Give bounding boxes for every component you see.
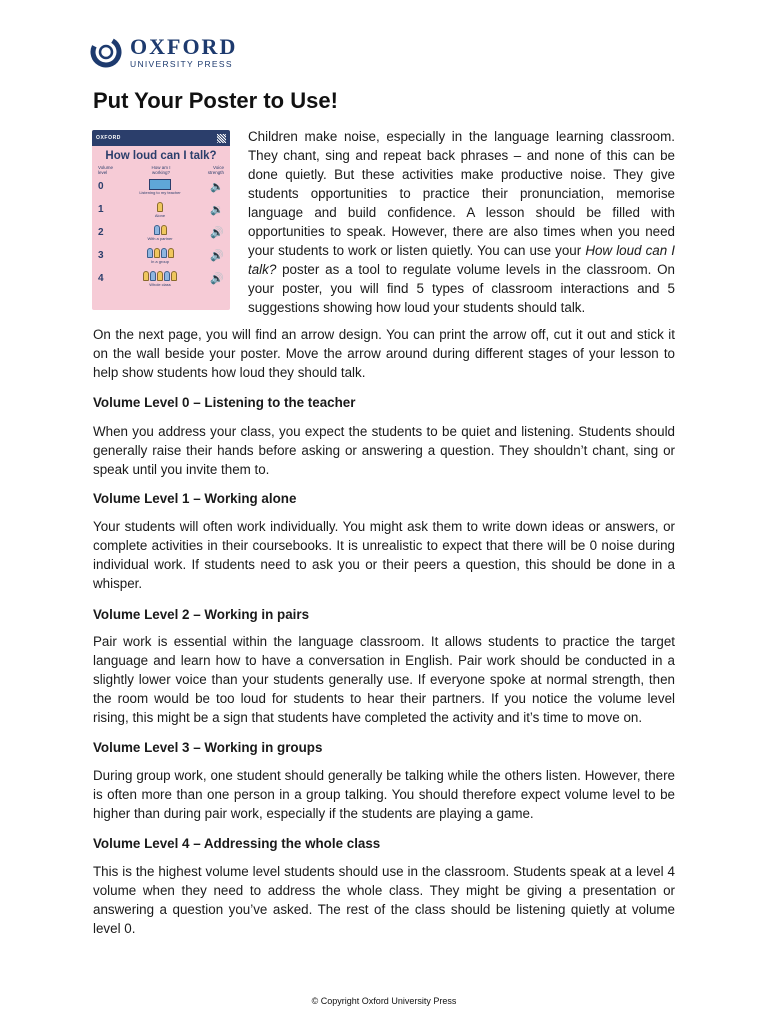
section-heading-level-3: Volume Level 3 – Working in groups xyxy=(93,740,323,755)
poster-level-number: 3 xyxy=(98,250,104,261)
student-figure-icon xyxy=(147,248,153,258)
poster-caption: In a group xyxy=(150,259,169,264)
poster-level-number: 1 xyxy=(98,204,104,215)
intro-paragraph xyxy=(248,127,675,317)
poster-row xyxy=(92,221,230,244)
page-title: Put Your Poster to Use! xyxy=(93,88,338,113)
poster-header-bar xyxy=(92,130,230,146)
poster-caption: Listening to my teacher xyxy=(139,190,181,195)
section-body-level-1: Your students will often work individually. You might ask them to write down ideas or answers, or complete activities in their coursebooks. It is unrealistic to expect that there will be 0 noise during individual work. If students need to ask you or their peers a question, this should be done in a whisper. xyxy=(93,519,675,591)
section-body-level-4: This is the highest volume level students should use in the classroom. Students speak at a level 4 volume when they need to address the whole class. They might be giving a presentation or answering a question you’ve asked. The rest of the class should be listening quietly at volume level 0. xyxy=(93,864,675,936)
poster-image xyxy=(92,130,230,310)
student-figure-icon xyxy=(143,271,149,281)
poster-caption: Alone xyxy=(154,213,166,218)
section-body-level-3: During group work, one student should generally be talking while the others listen. However, there is often more than one person in a group talking. You should therefore expect volume level to be higher than during pair work, especially if the students are playing a game. xyxy=(93,768,675,821)
speaker-medium-icon: 🔊 xyxy=(210,227,224,239)
intro-text-end: poster as a tool to regulate volume levels in the classroom. On your poster, you will find 5 types of classroom interactions and 5 suggestions showing how loud your students should talk. xyxy=(248,262,675,315)
qr-code-icon xyxy=(217,134,226,143)
poster-header-level: Volume level xyxy=(98,165,114,175)
student-figure-icon xyxy=(161,248,167,258)
poster-level-number: 4 xyxy=(98,273,104,284)
poster-title: How loud can I talk? xyxy=(105,150,217,162)
poster-row xyxy=(92,267,230,290)
oxford-logo xyxy=(90,32,237,72)
teacher-screen-icon xyxy=(149,179,171,190)
section-body-level-0: When you address your class, you expect the students to be quiet and listening. Students should generally raise their hands before asking or answering a question. They shouldn’t chant, sing or speak until you invite them to. xyxy=(93,424,675,477)
section-heading-level-0: Volume Level 0 – Listening to the teacher xyxy=(93,395,356,410)
section-body-level-2: Pair work is essential within the language classroom. It allows students to practice the target language and learn how to have a conversation in English. Pair work should be conducted in a slightly lower voice than your students generally use. If everyone spoke at normal strength, then the room would be too loud for students to hear their partners. If you notice the volume level rising, this might be a sign that students have completed the activity and it’s time to move on. xyxy=(93,634,675,725)
student-figure-icon xyxy=(168,248,174,258)
copyright-footer: © Copyright Oxford University Press xyxy=(311,996,457,1006)
student-figure-icon xyxy=(164,271,170,281)
student-figure-icon xyxy=(150,271,156,281)
poster-header-working: How am I working? xyxy=(151,165,171,175)
poster-row xyxy=(92,175,230,198)
poster-column-headers xyxy=(92,162,230,175)
poster-row xyxy=(92,244,230,267)
speaker-mute-icon: 🔈 xyxy=(210,181,224,193)
speaker-max-icon: 🔊 xyxy=(210,273,224,285)
poster-caption: Whole class xyxy=(149,282,171,287)
section-heading-level-4: Volume Level 4 – Addressing the whole class xyxy=(93,836,381,851)
section-heading-level-2: Volume Level 2 – Working in pairs xyxy=(93,607,310,622)
student-figure-icon xyxy=(161,225,167,235)
speaker-high-icon: 🔊 xyxy=(210,250,224,262)
poster-name-italic: How loud can I talk? xyxy=(248,243,676,277)
oxford-circle-icon xyxy=(90,36,122,68)
logo-subtitle: UNIVERSITY PRESS xyxy=(130,58,233,69)
student-figure-icon xyxy=(154,248,160,258)
poster-level-number: 2 xyxy=(98,227,104,238)
poster-header-strength: Voice strength xyxy=(207,165,224,175)
arrow-paragraph: On the next page, you will find an arrow design. You can print the arrow off, cut it out and stick it on the wall beside your poster. Move the arrow around during different stages of your lesson to help show students how loud they should talk. xyxy=(93,327,675,380)
student-figure-icon xyxy=(157,202,163,212)
intro-text-start: Children make noise, especially in the language learning classroom. They chant, sing and repeat back phrases – and none of this can be done quietly. But these activities make productive noise. They give students opportunities to practice their pronunciation, memorise language and build confidence. A lesson should be filled with opportunities to speak. However, there are also times when you need your students to work or listen quietly. You can use your xyxy=(248,129,675,258)
section-heading-level-1: Volume Level 1 – Working alone xyxy=(93,491,297,506)
speaker-low-icon: 🔉 xyxy=(210,204,224,216)
logo-name: OXFORD xyxy=(130,33,238,59)
student-figure-icon xyxy=(154,225,160,235)
poster-level-number: 0 xyxy=(98,181,104,192)
student-figure-icon xyxy=(171,271,177,281)
poster-brand: OXFORD xyxy=(96,135,121,141)
poster-caption: With a partner xyxy=(147,236,173,241)
student-figure-icon xyxy=(157,271,163,281)
poster-row xyxy=(92,198,230,221)
